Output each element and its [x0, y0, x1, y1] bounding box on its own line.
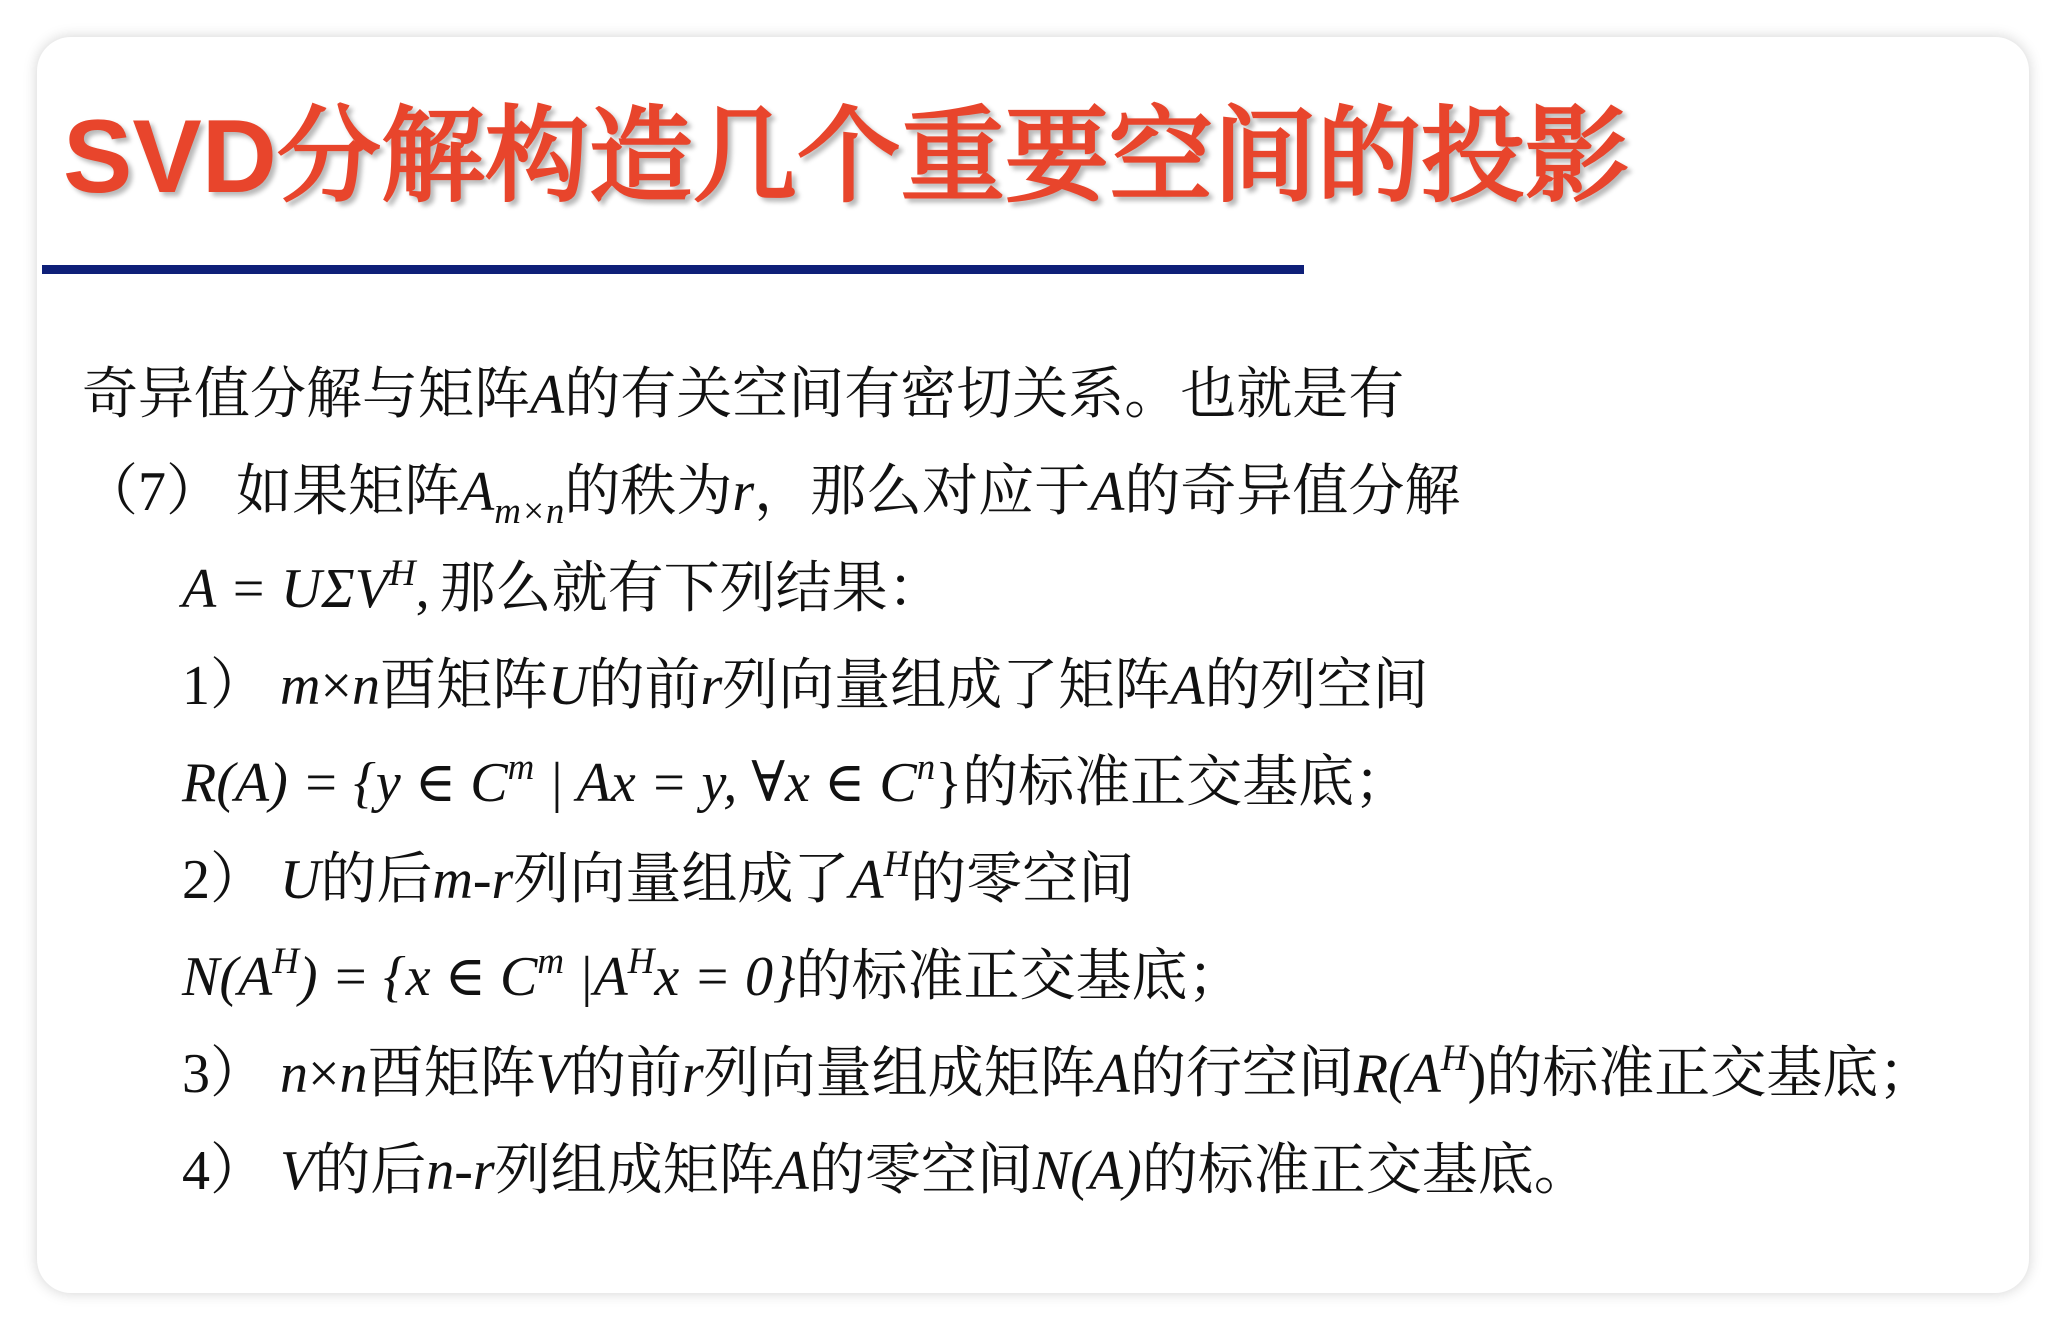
theorem-7-line [82, 444, 1934, 541]
matrix-variable: A [774, 1140, 809, 1202]
body-text: 的零空间 [808, 1140, 1033, 1202]
item-number: （7） [82, 461, 222, 523]
result-4-line [82, 1123, 1934, 1220]
matrix-variable: U [280, 849, 321, 911]
matrix-variable: V [535, 1043, 570, 1105]
body-text: 的后 [320, 849, 433, 911]
set-definition: ) = {x ∈ C [298, 946, 538, 1008]
intro-line [82, 347, 1934, 444]
set-definition: N(A [182, 946, 273, 1008]
body-text: 酉矩阵 [380, 655, 549, 717]
body-text: 的列空间 [1204, 655, 1429, 717]
item-number: 4） [182, 1140, 266, 1202]
math-expression: n-r [426, 1140, 495, 1202]
result-2-line [82, 832, 1934, 929]
null-space-definition-line [82, 929, 1934, 1026]
superscript: m [537, 939, 565, 981]
body-text: 的零空间 [910, 849, 1135, 911]
title-underline [42, 265, 1304, 274]
body-text: 列组成矩阵 [494, 1140, 775, 1202]
result-1-line [82, 638, 1934, 735]
math-variable: n [280, 1043, 308, 1105]
matrix-variable: U [548, 655, 589, 717]
null-space-expression: N(A) [1032, 1140, 1142, 1202]
body-text: 那么就有下列结果： [439, 558, 944, 620]
subscript: m×n [494, 489, 565, 531]
body-text: 的行空间 [1129, 1043, 1354, 1105]
intro-text: 奇异值分解与矩阵 [82, 364, 530, 426]
body-text: 酉矩阵 [367, 1043, 536, 1105]
body-text: 列向量组成矩阵 [703, 1043, 1096, 1105]
body-text: 的标准正交基底； [795, 946, 1244, 1008]
row-space-expression: R(A [1353, 1043, 1441, 1105]
body-text: ，那么对应于 [754, 461, 1091, 523]
set-definition: x = 0} [654, 946, 796, 1008]
rank-variable: r [732, 461, 755, 523]
matrix-variable: A [460, 461, 495, 523]
matrix-variable: A [1090, 461, 1125, 523]
body-text: 的后 [314, 1140, 427, 1202]
intro-text: 的有关空间有密切关系。也就是有 [564, 364, 1405, 426]
slide-body [82, 347, 1934, 1220]
math-variable: n [352, 655, 381, 717]
body-text: 的秩为 [564, 461, 733, 523]
math-expression: m-r [432, 849, 514, 911]
superscript: H [883, 842, 911, 884]
times-symbol: × [308, 1043, 340, 1105]
math-variable: n [339, 1043, 368, 1105]
body-text: 的奇异值分解 [1124, 461, 1461, 523]
matrix-variable: A [1170, 655, 1205, 717]
rank-variable: r [700, 655, 723, 717]
item-number: 3） [182, 1043, 266, 1105]
body-text: 的标准正交基底； [1486, 1043, 1935, 1105]
superscript: H [272, 939, 299, 981]
superscript: H [388, 551, 416, 593]
slide-title: SVD分解构造几个重要空间的投影 [63, 99, 1629, 215]
superscript: m [507, 745, 535, 787]
matrix-variable: A [849, 849, 884, 911]
superscript: n [916, 745, 936, 787]
set-definition: R(A) = {y ∈ C [182, 752, 508, 814]
times-symbol: × [320, 655, 353, 717]
closing-paren: ) [1467, 1043, 1487, 1105]
body-text: 的标准正交基底。 [1141, 1140, 1590, 1202]
closing-brace: } [935, 752, 963, 814]
slide-card [37, 37, 2029, 1293]
body-text: 的前 [588, 655, 701, 717]
body-text: 的标准正交基底； [962, 752, 1411, 814]
result-3-line [82, 1026, 1934, 1123]
math-variable: m [280, 655, 321, 717]
item-number: 2） [182, 849, 266, 911]
rank-variable: r [681, 1043, 704, 1105]
body-text: 列向量组成了矩阵 [722, 655, 1171, 717]
matrix-variable: V [280, 1140, 315, 1202]
matrix-variable: A [530, 364, 565, 426]
svd-formula-line [82, 541, 1934, 638]
superscript: H [1440, 1036, 1468, 1078]
matrix-variable: A [1095, 1043, 1130, 1105]
body-text: 列向量组成了 [513, 849, 850, 911]
body-text: 如果矩阵 [236, 461, 460, 523]
set-definition: |A [564, 946, 628, 1008]
item-number: 1） [182, 655, 266, 717]
body-text: 的前 [569, 1043, 682, 1105]
superscript: H [627, 939, 655, 981]
comma: , [415, 558, 430, 620]
set-definition: | Ax = y, ∀x ∈ C [534, 752, 917, 814]
column-space-definition-line [82, 735, 1934, 832]
svd-formula: A = UΣV [182, 558, 389, 620]
